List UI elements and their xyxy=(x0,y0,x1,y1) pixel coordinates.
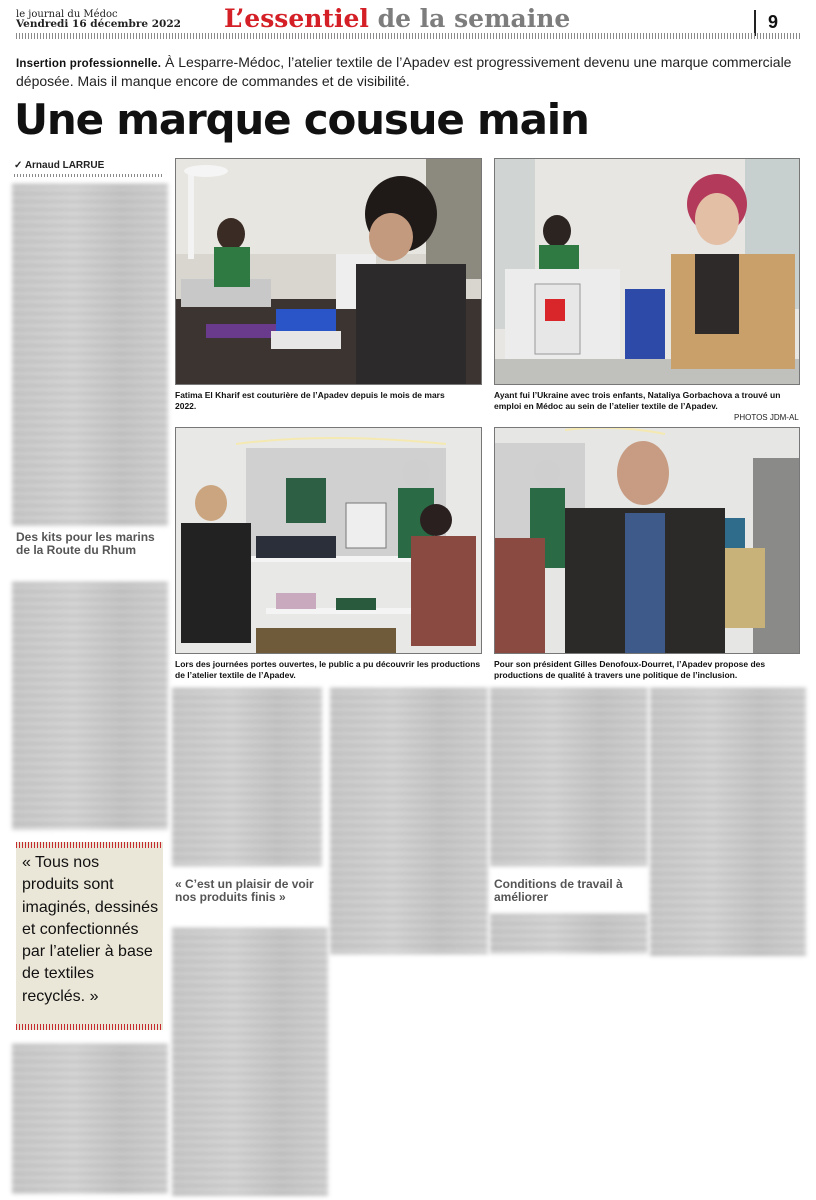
photo-illustration xyxy=(495,428,799,653)
article-lead xyxy=(16,54,800,90)
author-name: Arnaud LARRUE xyxy=(24,160,105,171)
article-text-block xyxy=(12,1044,168,1194)
article-text-block xyxy=(12,582,168,830)
photo-open-day xyxy=(175,427,482,654)
subhead-plaisir: « C’est un plaisir de voir nos produits finis » xyxy=(175,877,314,904)
subhead-kits: Des kits pour les marins de la Route du Rhum xyxy=(16,530,155,557)
photo-seamstress-nataliya xyxy=(494,158,800,385)
article-text-block xyxy=(330,688,488,954)
issue-date: Vendredi 16 décembre 2022 xyxy=(16,18,181,30)
photo-illustration xyxy=(176,428,481,653)
article-text-block xyxy=(172,688,322,866)
photo-caption: Fatima El Kharif est couturière de l’Apadev depuis le mois de mars 2022. xyxy=(175,390,445,411)
pull-quote-rule-bottom xyxy=(16,1024,163,1030)
photo-caption: Ayant fui l’Ukraine avec trois enfants, Nataliya Gorbachova a trouvé un emploi en Médoc au sein de l’atelier textile de l’Apadev. xyxy=(494,390,781,411)
article-text-block xyxy=(12,184,168,526)
pull-quote-rule-top xyxy=(16,842,163,848)
article-headline: Une marque cousue main xyxy=(14,95,589,144)
rubric-part-1: L’essentiel xyxy=(224,4,369,33)
subhead-conditions: Conditions de travail à améliorer xyxy=(494,877,623,904)
page-number: 9 xyxy=(768,12,779,32)
section-rubric xyxy=(224,4,570,34)
check-icon: ✓ xyxy=(14,160,23,171)
photo-illustration xyxy=(176,159,481,384)
byline xyxy=(14,159,104,172)
byline-rule xyxy=(14,174,162,177)
publication-name: le journal du Médoc xyxy=(16,9,118,20)
lead-text: À Lesparre-Médoc, l’atelier textile de l’Apadev est progressivement devenu une marque commerciale déposée. Mais il manque encore de commandes et de visibilité. xyxy=(16,54,792,89)
article-text-block xyxy=(490,914,648,954)
photo-illustration xyxy=(495,159,799,384)
header-rule xyxy=(16,33,800,39)
pull-quote xyxy=(16,842,163,1030)
photo-caption: Pour son président Gilles Denofoux-Dourret, l’Apadev propose des productions de qualité à travers une politique de l’inclusion. xyxy=(494,659,766,680)
article-text-block xyxy=(650,688,806,956)
rubric-part-2: de la semaine xyxy=(377,4,571,33)
article-text-block xyxy=(490,688,648,866)
photo-president xyxy=(494,427,800,654)
photo-credit: PHOTOS JDM-AL xyxy=(734,413,799,422)
article-kicker: Insertion professionnelle. xyxy=(16,58,162,70)
photo-caption: Lors des journées portes ouvertes, le public a pu découvrir les productions de l’atelier textile de l’Apadev. xyxy=(175,659,481,680)
pull-quote-text: « Tous nos produits sont imaginés, dessinés et confectionnés par l’atelier à base de textiles recyclés. » xyxy=(22,854,159,1005)
photo-seamstress-fatima xyxy=(175,158,482,385)
article-text-block xyxy=(172,928,328,1196)
